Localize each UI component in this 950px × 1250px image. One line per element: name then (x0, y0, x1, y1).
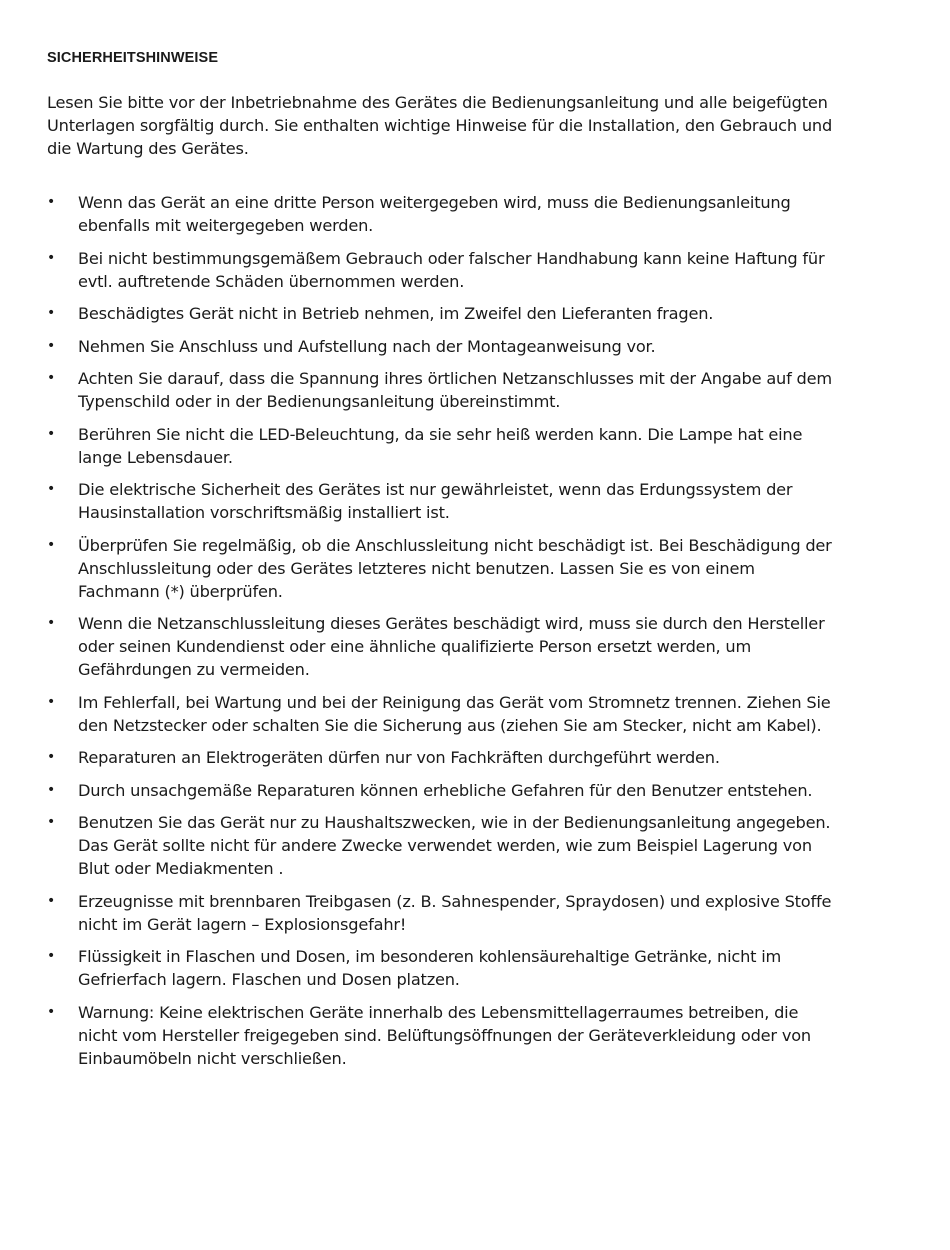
list-item-text: Beschädigtes Gerät nicht in Betrieb nehmen, im Zweifel den Lieferanten fragen. (78, 304, 714, 323)
list-item (47, 534, 840, 603)
list-item-text: Im Fehlerfall, bei Wartung und bei der Reinigung das Gerät vom Stromnetz trennen. Ziehen Sie den Netzstecker oder schalten Sie die Sicherung aus (ziehen Sie am Stecker, nicht am Kabel). (78, 692, 831, 735)
bullet-icon: • (47, 425, 56, 442)
bullet-icon: • (47, 194, 56, 210)
list-item (47, 746, 840, 769)
list-item-text: Achten Sie darauf, dass die Spannung ihres örtlichen Netzanschlusses mit der Angabe auf dem Typenschild oder in der Bedienungsanleitung übereinstimmt. (78, 369, 832, 411)
bullet-icon: • (47, 749, 56, 765)
bullet-icon: • (47, 693, 56, 710)
bullet-icon: • (47, 370, 56, 386)
list-item (47, 945, 840, 991)
safety-list (47, 191, 840, 1070)
list-item (47, 247, 840, 293)
list-item (47, 612, 840, 681)
bullet-icon: • (47, 536, 56, 553)
list-item-text: Warnung: Keine elektrischen Geräte innerhalb des Lebensmittellagerraumes betreiben, die nicht vom Hersteller freigegeben sind. Belüftungsöffnungen der Geräteverkleidung oder von Einbaumöbeln nicht verschließen. (78, 1002, 811, 1068)
bullet-icon: • (47, 305, 56, 321)
list-item (47, 478, 840, 524)
list-item (47, 367, 840, 413)
bullet-icon: • (47, 948, 56, 964)
bullet-icon: • (47, 1003, 56, 1020)
list-item-text: Bei nicht bestimmungsgemäßem Gebrauch oder falscher Handhabung kann keine Haftung für evtl. auftretende Schäden übernommen werden. (78, 248, 825, 291)
bullet-icon: • (47, 249, 56, 266)
list-item-text: Die elektrische Sicherheit des Gerätes ist nur gewährleistet, wenn das Erdungssystem der Hausinstallation vorschriftsmäßig installiert ist. (78, 480, 793, 522)
list-item (47, 423, 840, 469)
list-item-text: Flüssigkeit in Flaschen und Dosen, im besonderen kohlensäurehaltige Getränke, nicht im Gefrierfach lagern. Flaschen und Dosen platzen. (78, 947, 782, 989)
list-item-text: Überprüfen Sie regelmäßig, ob die Anschlussleitung nicht beschädigt ist. Bei Beschädigung der Anschlussleitung oder des Gerätes letzteres nicht benutzen. Lassen Sie es von einem Fachmann (*) überprüfen. (78, 535, 832, 601)
list-item-text: Benutzen Sie das Gerät nur zu Haushaltszwecken, wie in der Bedienungsanleitung angegeben. Das Gerät sollte nicht für andere Zwecke verwendet werden, wie zum Beispiel Lagerung von Blut oder Mediakmenten . (78, 813, 831, 878)
bullet-icon: • (47, 781, 56, 798)
bullet-icon: • (47, 615, 56, 631)
list-item-text: Reparaturen an Elektrogeräten dürfen nur von Fachkräften durchgeführt werden. (78, 748, 720, 767)
list-item (47, 335, 840, 358)
list-item (47, 691, 840, 737)
list-item-text: Erzeugnisse mit brennbaren Treibgasen (z. B. Sahnespender, Spraydosen) und explosive Stoffe nicht im Gerät lagern – Explosionsgefahr! (78, 891, 832, 934)
list-item (47, 1001, 840, 1070)
list-item (47, 302, 840, 325)
list-item-text: Wenn die Netzanschlussleitung dieses Gerätes beschädigt wird, muss sie durch den Hersteller oder seinen Kundendienst oder eine ähnliche qualifizierte Person ersetzt werden, um Gefährdungen zu vermeiden. (78, 614, 825, 679)
list-item (47, 811, 840, 880)
bullet-icon: • (47, 337, 56, 354)
list-item (47, 779, 840, 802)
page-title: SICHERHEITSHINWEISE (47, 50, 219, 66)
list-item-text: Berühren Sie nicht die LED-Beleuchtung, da sie sehr heiß werden kann. Die Lampe hat eine lange Lebensdauer. (78, 424, 803, 467)
list-item (47, 191, 840, 237)
bullet-icon: • (47, 481, 56, 497)
bullet-icon: • (47, 892, 56, 909)
intro-paragraph: Lesen Sie bitte vor der Inbetriebnahme des Gerätes die Bedienungsanleitung und alle beigefügten Unterlagen sorgfältig durch. Sie enthalten wichtige Hinweise für die Installation, den Gebrauch und die Wartung des Gerätes. (47, 93, 833, 158)
list-item (47, 890, 840, 936)
bullet-icon: • (47, 814, 56, 830)
list-item-text: Wenn das Gerät an eine dritte Person weitergegeben wird, muss die Bedienungsanleitung ebenfalls mit weitergegeben werden. (78, 193, 791, 235)
list-item-text: Nehmen Sie Anschluss und Aufstellung nach der Montageanweisung vor. (78, 336, 656, 356)
list-item-text: Durch unsachgemäße Reparaturen können erhebliche Gefahren für den Benutzer entstehen. (78, 780, 813, 800)
